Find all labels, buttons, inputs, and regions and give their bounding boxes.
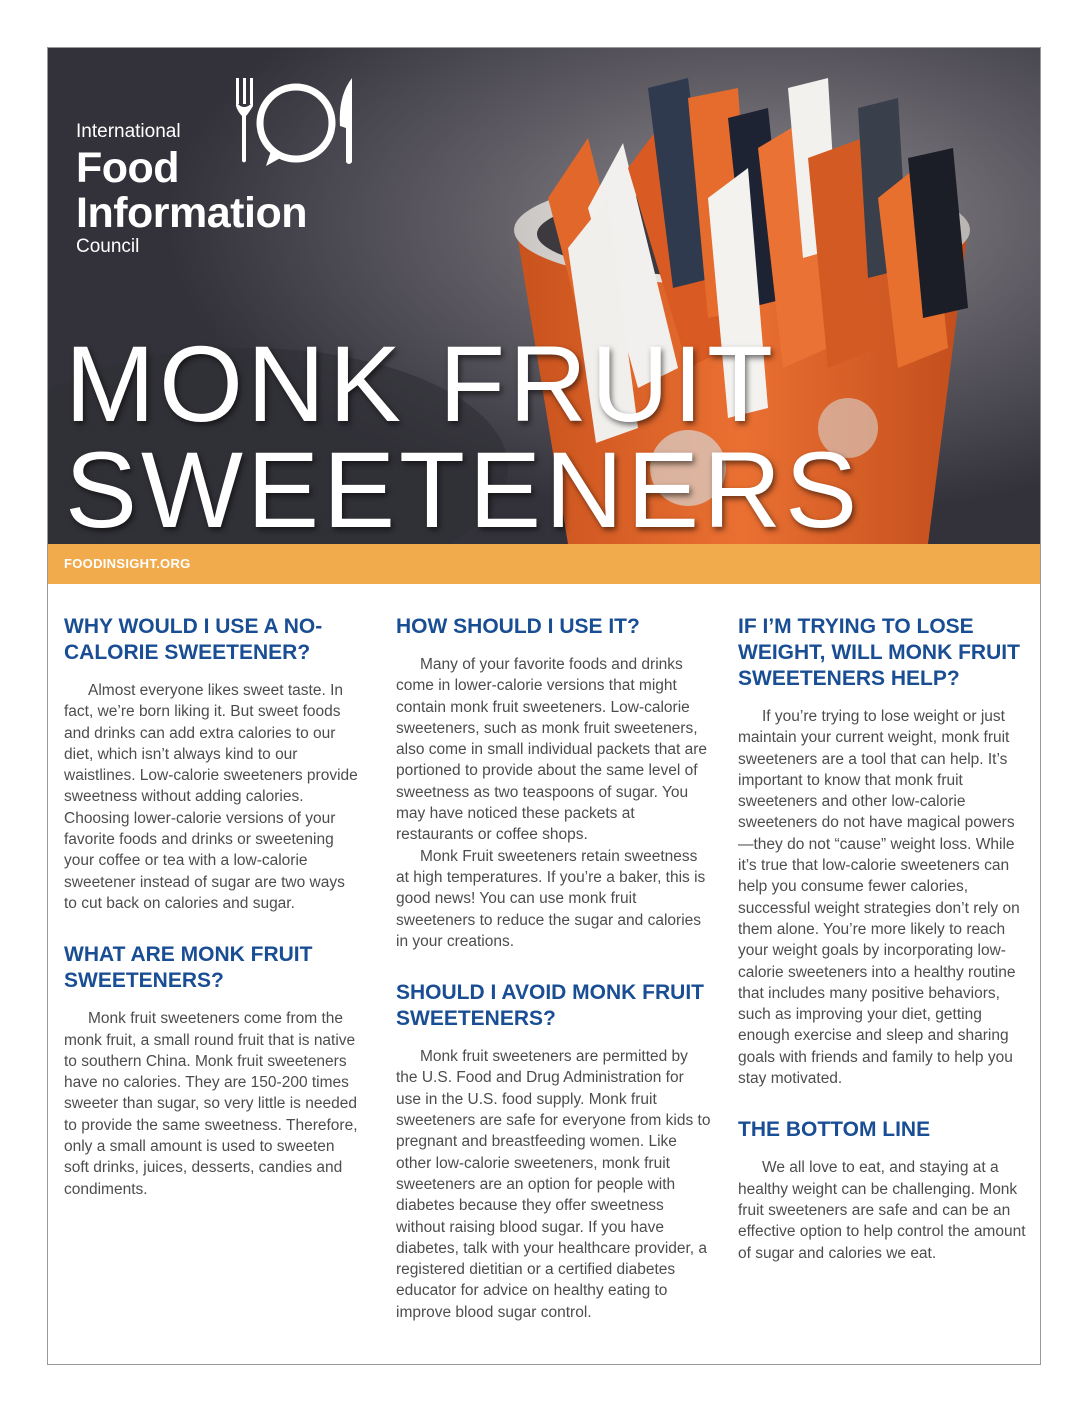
logo-text-information: Information (76, 189, 307, 237)
logo-text-international: International (76, 121, 181, 142)
paragraph-how-use: Many of your favorite foods and drinks come in lower-calorie versions that might contain monk fruit sweeteners. Low-calorie sweeteners, such as monk fruit sweeteners, also come in small individual packets that are portioned to provide about the same level of sweetness as two teaspoons of sugar. You may have noticed these packets at restaurants or coffee shops. (396, 656, 708, 844)
heading-what-are: WHAT ARE MONK FRUIT SWEETENERS? (64, 943, 313, 993)
document-page (47, 47, 1041, 1365)
paragraph-why-use: Almost everyone likes sweet taste. In fact, we’re born liking it. But sweet foods and drinks can add extra calories to our diet, which isn’t always kind to our waistlines. Low-calorie sweeteners provide sweetness without adding calories. Choosing lower-calorie versions of your favorite foods and drinks or sweetening your coffee or tea with a low-calorie sweetener instead of sugar are two ways to cut back on calories and sugar. (64, 682, 358, 912)
column-3 (738, 614, 1030, 1264)
fork-plate-knife-icon (234, 76, 364, 186)
heading-should-avoid: SHOULD I AVOID MONK FRUIT SWEETENERS? (396, 981, 704, 1031)
banner-url-link[interactable]: FOODINSIGHT.ORG (64, 556, 191, 571)
paragraph-lose-weight: If you’re trying to lose weight or just maintain your current weight, monk fruit sweeteners are a tool that can help. It’s important to know that monk fruit sweeteners and other low-calorie sweeteners do not have magical powers—they do not “cause” weight loss. While it’s true that low-calorie sweeteners can help you consume fewer calories, successful weight strategies don’t rely on them alone. You’re more likely to reach your weight goals by incorporating low-calorie sweeteners into a healthy routine that includes many positive behaviors, such as improving your diet, getting enough exercise and sleep and sharing goals with friends and family to help you stay motivated. (738, 708, 1020, 1088)
paragraph-should-avoid: Monk fruit sweeteners are permitted by the U.S. Food and Drug Administration for use in the U.S. food supply. Monk fruit sweeteners are safe for everyone from kids to pregnant and breastfeeding women. Like other low-calorie sweeteners, monk fruit sweeteners are an option for people with diabetes because they offer sweetness without raising blood sugar. If you have diabetes, talk with your healthcare provider, a registered dietitian or a certified diabetes educator for advice on healthy eating to improve blood sugar control. (396, 1048, 711, 1321)
heading-bottom-line: THE BOTTOM LINE (738, 1118, 931, 1142)
page-title-line2: SWEETENERS (65, 429, 862, 544)
column-1 (64, 614, 359, 1200)
heading-how-use: HOW SHOULD I USE IT? (396, 615, 640, 638)
heading-why-use: WHY WOULD I USE A NO-CALORIE SWEETENER? (64, 615, 323, 664)
page-title-line1: MONK FRUIT (65, 323, 777, 444)
heading-lose-weight: IF I’M TRYING TO LOSE WEIGHT, WILL MONK FRUIT SWEETENERS HELP? (738, 615, 1020, 690)
logo-text-food: Food (76, 144, 180, 192)
paragraph-retain-sweetness: Monk Fruit sweeteners retain sweetness at high temperatures. If you’re a baker, this is good news! You can use monk fruit sweeteners to reduce the sugar and calories in your creations. (396, 847, 706, 950)
url-banner (48, 544, 1040, 584)
paragraph-bottom-line: We all love to eat, and staying at a healthy weight can be challenging. Monk fruit sweeteners are safe and can be an effective option to help control the amount of sugar and calories we eat. (738, 1159, 1026, 1262)
column-2 (396, 614, 711, 1323)
hero-header (48, 48, 1040, 544)
paragraph-what-are: Monk fruit sweeteners come from the monk fruit, a small round fruit that is native to southern China. Monk fruit sweeteners have no calories. They are 150-200 times sweeter than sugar, so very little is needed to provide the same sweetness. Therefore, only a small amount is used to sweeten soft drinks, juices, desserts, candies and condiments. (64, 1010, 358, 1198)
logo-text-council: Council (76, 236, 140, 257)
